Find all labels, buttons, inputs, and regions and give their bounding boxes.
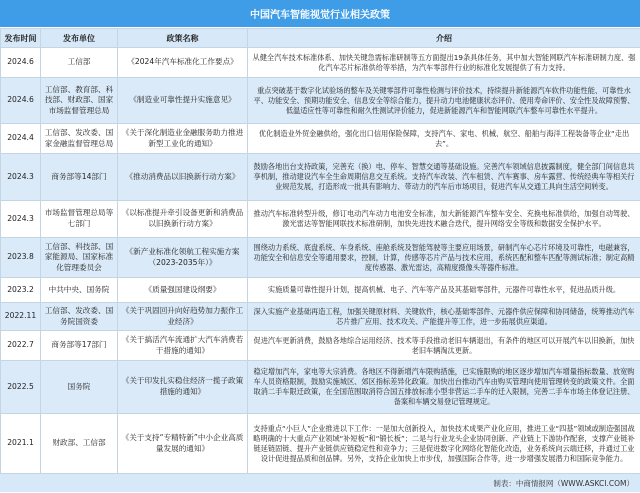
cell-intro: 优化制造业外贸金融供给，强化出口信用保险保障，支持汽车、家电、机械、航空、船舶与海洋工程装备等企业“走出去”。 bbox=[248, 124, 640, 154]
table-row bbox=[1, 154, 640, 201]
cell-date: 2022.11 bbox=[1, 303, 41, 331]
cell-policy: 《关于深化制造业金融服务助力推进新型工业化的通知》 bbox=[118, 124, 248, 154]
table-row bbox=[1, 48, 640, 78]
cell-policy: 《关于巩固回升向好趋势加力振作工业经济》 bbox=[118, 303, 248, 331]
cell-date: 2024.4 bbox=[1, 124, 41, 154]
cell-policy: 《新产业标准化领航工程实施方案（2023-2035年）》 bbox=[118, 238, 248, 278]
cell-date: 2024.3 bbox=[1, 201, 41, 238]
cell-date: 2024.3 bbox=[1, 154, 41, 201]
cell-issuer: 市场监督管理总局等七部门 bbox=[41, 201, 118, 238]
cell-intro: 鼓励各地出台支持政策，完善充（换）电、停车、智慧交通等基础设施。完善汽车领域信息披露制度，健全部门间信息共享机制，推动建设汽车全生命周期信息交互系统。支持汽车改装、汽车租赁、汽车赛事、房车露营、传统经典车等相关行业规范发展，打造形成一批具有影响力、带动力的汽车后市场项目，促进汽车从交通工具向生活空间转变。 bbox=[248, 154, 640, 201]
cell-date: 2024.6 bbox=[1, 48, 41, 78]
cell-issuer: 工信部、发改委、国家金融监督管理总局 bbox=[41, 124, 118, 154]
cell-issuer: 工信部 bbox=[41, 48, 118, 78]
cell-date: 2021.1 bbox=[1, 414, 41, 474]
cell-intro: 从健全汽车技术标准体系、加快关键急需标准研制等五方面提出19条具体任务，其中加大智能网联汽车标准研制力度、强化汽车芯片标准供给等举措，为汽车零部件行业的标准化发展提供了有力支持。 bbox=[248, 48, 640, 78]
cell-intro: 稳定增加汽车，家电等大宗消费。各地区不得新增汽车限购措施，已实施限购的地区逐步增加汽车增量指标数量、放宽购车人员资格限制，鼓励实施城区、郊区指标差异化政策。加快出台推动汽车由购买管理向使用管理转变的政策文件。全面取消二手车限迁政策，在全国范围取消符合国五排放标准小型非营运二手车的迁入限制，完善二手车市场主体登记注册、备案和车辆交易登记管理规定。 bbox=[248, 361, 640, 414]
table-row bbox=[1, 303, 640, 331]
cell-intro: 重点突破基于数字化试验场的整车及关键零部件可靠性检测与评价技术，持续提升新能源汽车软件功能性能、可靠性水平、功能安全、预期功能安全、信息安全等综合能力，提升动力电池健康状态评价、使用寿命评价、安全性及故障预警、低温适应性等可靠性和耐久性测试评价能力，促进新能源汽车和智能网联汽车整车可靠性水平提升。 bbox=[248, 78, 640, 124]
cell-policy: 《关于搞活汽车流通扩大汽车消费若干措施的通知》 bbox=[118, 331, 248, 361]
cell-date: 2024.6 bbox=[1, 78, 41, 124]
header-policy: 政策名称 bbox=[118, 29, 248, 48]
cell-policy: 《制造业可靠性提升实施意见》 bbox=[118, 78, 248, 124]
cell-date: 2023.2 bbox=[1, 278, 41, 303]
cell-intro: 支持重点“小巨人”企业推进以下工作：一是加大创新投入，加快技术成果产业化应用，推进工业“四基”领域或制造强国战略明确的十大重点产业领域“补短板”和“锻长板”；二是与行业龙头企业协同创新、产业链上下游协作配套，支撑产业链补链延链固链、提升产业链供应链稳定性和竞争力；三是促进数字化网络化智能化改造，业务系统向云端迁移，并通过工业设计促进提品质和创品牌。另外，支持企业加快上市步伐，加强国际合作等，进一步增强发展潜力和国际竞争能力。 bbox=[248, 414, 640, 474]
table-row bbox=[1, 78, 640, 124]
cell-issuer: 国务院 bbox=[41, 361, 118, 414]
cell-policy: 《以标准提升牵引设备更新和消费品以旧换新行动方案》 bbox=[118, 201, 248, 238]
cell-intro: 深入实施产业基础再造工程，加强关键原材料、关键软件，核心基础零部件、元器件供应保障和协同储备，统筹推动汽车芯片推广应用、技术攻关、产能提升等工作，进一步拓展供应渠道。 bbox=[248, 303, 640, 331]
cell-intro: 促进汽车更新消费，鼓励各地综合运用经济、技术等手段推动老旧车辆退出，有条件的地区可以开展汽车以旧换新，加快老旧车辆淘汰更新。 bbox=[248, 331, 640, 361]
policy-table bbox=[0, 28, 640, 474]
cell-intro: 推动汽车标准转型升级，修订电动汽车动力电池安全标准，加大新能源汽车整车安全、充换电标准供给，加强自动驾驶、激光雷达等智能网联技术标准研制，加快先进技术融合迭代，提升网络安全等级和数据安全保护水平。 bbox=[248, 201, 640, 238]
table-title: 中国汽车智能视觉行业相关政策 bbox=[0, 0, 640, 28]
cell-policy: 《关于印发扎实稳住经济一揽子政策措施的通知》 bbox=[118, 361, 248, 414]
table-row bbox=[1, 278, 640, 303]
cell-intro: 实施质量可靠性提升计划，提高机械、电子、汽车等产品及其基础零部件，元器件可靠性水平，促进品质升级。 bbox=[248, 278, 640, 303]
table-row bbox=[1, 414, 640, 474]
table-row bbox=[1, 201, 640, 238]
table-row bbox=[1, 238, 640, 278]
cell-issuer: 工信部、科技部、国家能源局、国家标准化管理委员会 bbox=[41, 238, 118, 278]
cell-issuer: 工信部、教育部、科技部、财政部、国家市场监督管理总局 bbox=[41, 78, 118, 124]
header-date: 发布时间 bbox=[1, 29, 41, 48]
source-footer: 制表：中商情报网（WWW.ASKCI.COM） bbox=[0, 474, 640, 493]
cell-issuer: 工信部、发改委、国务院国资委 bbox=[41, 303, 118, 331]
cell-intro: 围绕动力系统、底盘系统、车身系统、座舱系统及智能驾驶等主要应用场景，研制汽车心芯片环境及可靠性，电磁兼容，功能安全和信息安全等通用要求，控制，计算，传感等芯片产品与技术应用，系统匹配和整车匹配等测试标准；制定高精度传感器、激光雷达，高精度摄像头等器件标准。 bbox=[248, 238, 640, 278]
header-issuer: 发布单位 bbox=[41, 29, 118, 48]
cell-date: 2022.5 bbox=[1, 361, 41, 414]
cell-policy: 《质量强国建设纲要》 bbox=[118, 278, 248, 303]
cell-policy: 《推动消费品以旧换新行动方案》 bbox=[118, 154, 248, 201]
cell-issuer: 中共中央、国务院 bbox=[41, 278, 118, 303]
cell-date: 2022.7 bbox=[1, 331, 41, 361]
cell-policy: 《2024年汽车标准化工作要点》 bbox=[118, 48, 248, 78]
cell-date: 2023.8 bbox=[1, 238, 41, 278]
table-row bbox=[1, 331, 640, 361]
cell-policy: 《关于支持“专精特新”中小企业高质量发展的通知》 bbox=[118, 414, 248, 474]
cell-issuer: 商务部等17部门 bbox=[41, 331, 118, 361]
table-row bbox=[1, 124, 640, 154]
cell-issuer: 财政部、工信部 bbox=[41, 414, 118, 474]
table-row bbox=[1, 361, 640, 414]
cell-issuer: 商务部等14部门 bbox=[41, 154, 118, 201]
header-intro: 介绍 bbox=[248, 29, 640, 48]
